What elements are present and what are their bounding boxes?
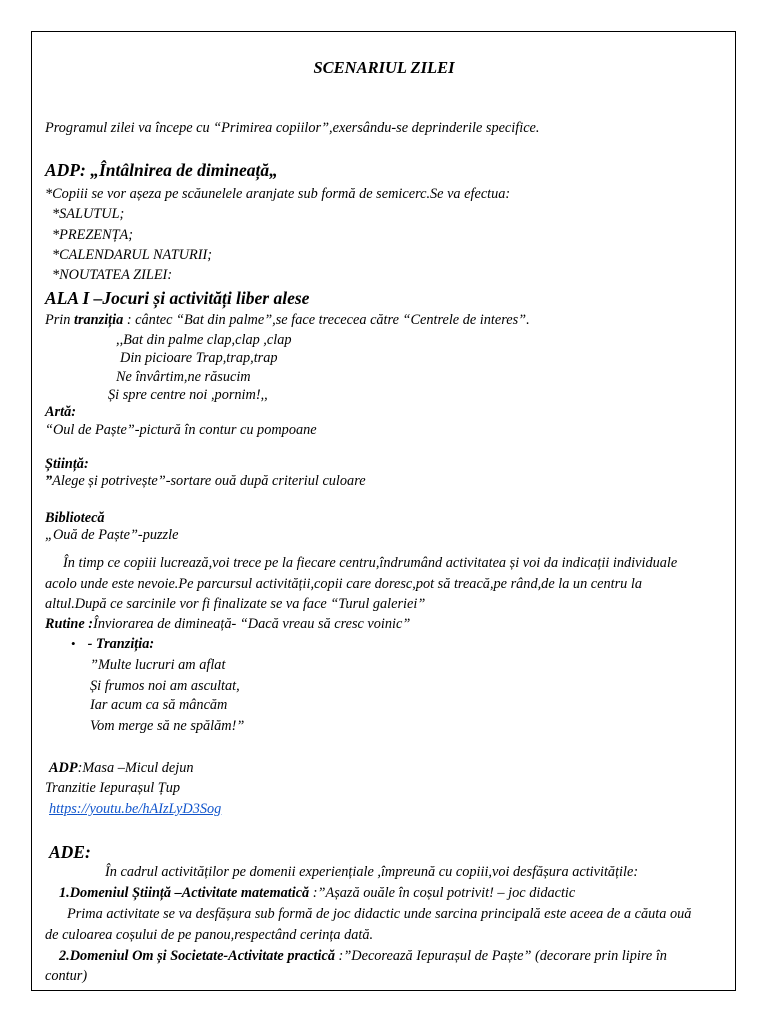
tranzitia-line: • - Tranziția: xyxy=(71,636,155,652)
ade-heading: ADE: xyxy=(49,842,91,862)
rutine-line: Rutine :Înviorarea de dimineață- “Dacă vreau să cresc voinic” xyxy=(45,616,411,632)
poem-line: Iar acum ca să mâncăm xyxy=(90,697,228,713)
adp2-tranzitie: Tranzitie Iepurașul Țup xyxy=(45,780,181,796)
youtube-link[interactable]: https://youtu.be/hAIzLyD3Sog xyxy=(49,801,222,817)
biblioteca-label: Bibliotecă xyxy=(45,510,105,526)
song-line: Din picioare Trap,trap,trap xyxy=(120,350,278,366)
poem-line: ”Multe lucruri am aflat xyxy=(90,657,226,673)
domain-1-paragraph: de culoarea coșului de pe panou,respectând cerința dată. xyxy=(45,927,374,943)
domain-1-line: 1.Domeniul Știință –Activitate matematică :”Așază ouăle în coșul potrivit! – joc didactic xyxy=(59,885,576,901)
paragraph-line: În timp ce copiii lucrează,voi trece pe la fiecare centru,îndrumând activitatea și voi da indicații individuale xyxy=(63,555,678,571)
paragraph-line: acolo unde este nevoie.Pe parcursul activității,copii care doresc,pot să treacă,pe rând,de la un centru la xyxy=(45,576,643,592)
song-line: ,,Bat din palme clap,clap ,clap xyxy=(116,332,292,348)
stiinta-label: Știință: xyxy=(45,456,89,472)
ala-transition: Prin tranziția : cântec “Bat din palme”,se face trececea către “Centrele de interes”. xyxy=(45,312,530,328)
poem-line: Vom merge să ne spălăm!” xyxy=(90,718,245,734)
adp1-item: *NOUTATEA ZILEI: xyxy=(52,267,173,283)
arta-label: Artă: xyxy=(45,404,76,420)
adp1-item: *CALENDARUL NATURII; xyxy=(52,247,213,263)
adp2-line: ADP:Masa –Micul dejun xyxy=(49,760,194,776)
adp1-item: *PREZENȚA; xyxy=(52,227,134,243)
arta-text: “Oul de Paște”-pictură în contur cu pompoane xyxy=(45,422,317,438)
bullet-icon: • xyxy=(71,636,76,651)
domain-2-line: 2.Domeniul Om și Societate-Activitate practică :”Decorează Iepurașul de Paște” (decorare prin lipire în xyxy=(59,948,667,964)
ade-intro: În cadrul activităților pe domenii experiențiale ,împreună cu copiii,voi desfășura activitățile: xyxy=(105,864,639,880)
adp1-item: *SALUTUL; xyxy=(52,206,125,222)
domain-2-line: contur) xyxy=(45,968,88,984)
document-title: SCENARIUL ZILEI xyxy=(313,58,455,77)
paragraph-line: altul.După ce sarcinile vor fi finalizate se va face “Turul galeriei” xyxy=(45,596,426,612)
song-line: Și spre centre noi ,pornim!,, xyxy=(108,387,268,403)
adp1-heading: ADP: „Întâlnirea de dimineață„ xyxy=(45,160,278,180)
poem-line: Și frumos noi am ascultat, xyxy=(90,678,240,694)
ala-heading: ALA I –Jocuri și activități liber alese xyxy=(45,288,310,308)
domain-1-paragraph: Prima activitate se va desfășura sub formă de joc didactic unde sarcina principală este aceea de a căuta ouă xyxy=(67,906,692,922)
intro-text: Programul zilei va începe cu “Primirea copiilor”,exersându-se deprinderile specifice. xyxy=(45,120,540,136)
biblioteca-text: „Ouă de Paște”-puzzle xyxy=(45,527,179,543)
song-line: Ne învârtim,ne răsucim xyxy=(116,369,251,385)
stiinta-text: ”Alege și potrivește”-sortare ouă după criteriul culoare xyxy=(45,473,366,489)
adp1-line: *Copiii se vor așeza pe scăunelele aranjate sub formă de semicerc.Se va efectua: xyxy=(45,186,511,202)
